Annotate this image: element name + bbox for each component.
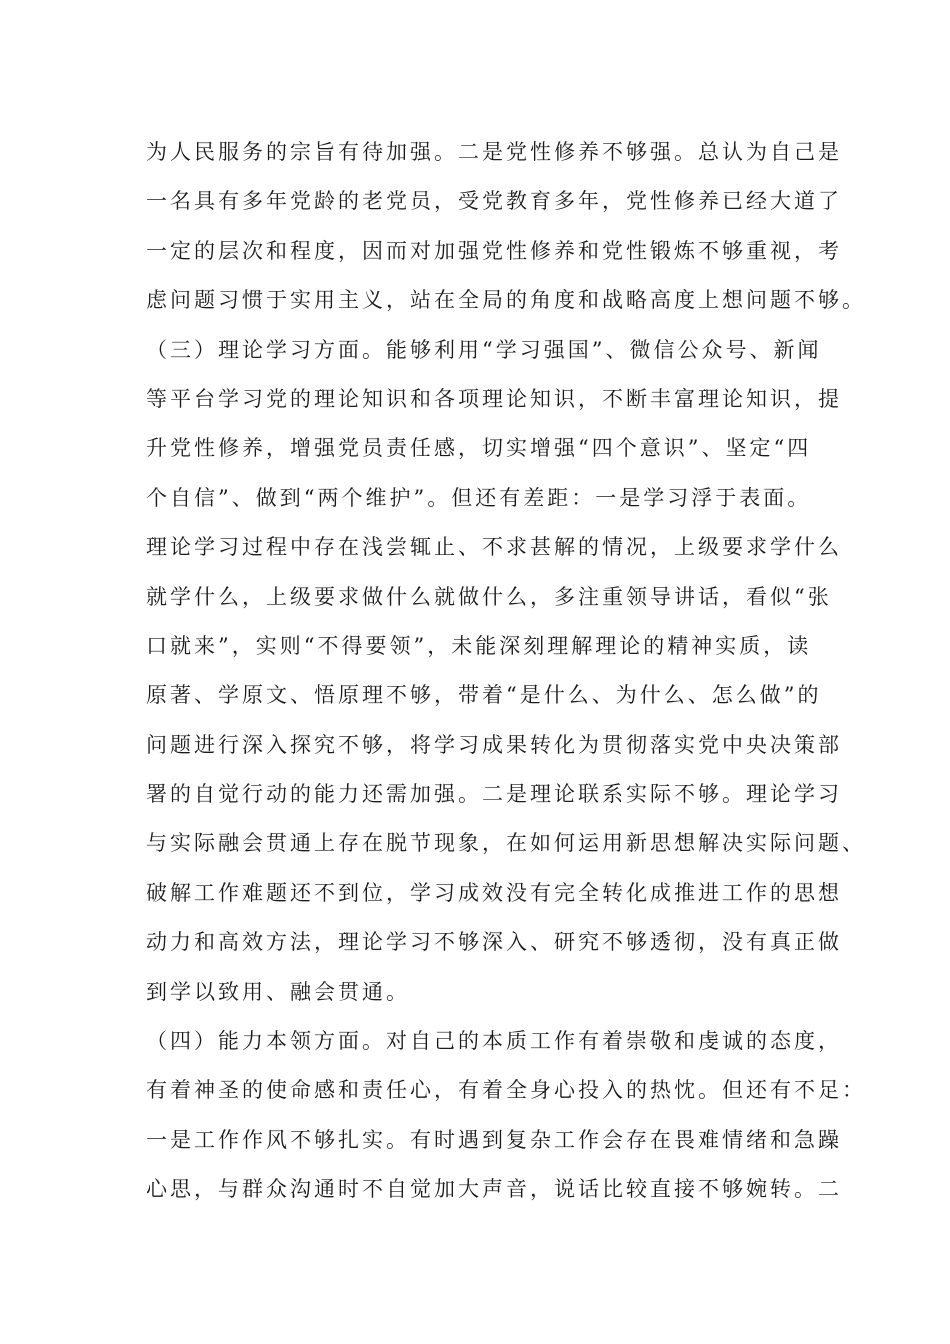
text-line: 一是工作作风不够扎实。有时遇到复杂工作会存在畏难情绪和急躁 — [146, 1127, 842, 1152]
document-body-text — [146, 128, 866, 1215]
text-line: 一名具有多年党龄的老党员，受党教育多年，党性修养已经大道了 — [146, 189, 842, 214]
text-line: 动力和高效方法，理论学习不够深入、研究不够透彻，没有真正做 — [146, 930, 842, 955]
text-line: 一定的层次和程度，因而对加强党性修养和党性锻炼不够重视，考 — [146, 238, 842, 263]
text-line: 个自信”、做到“两个维护”。但还有差距：一是学习浮于表面。 — [146, 485, 812, 510]
text-line: 署的自觉行动的能力还需加强。二是理论联系实际不够。理论学习 — [146, 782, 842, 807]
text-line: （三）理论学习方面。能够利用“学习强国”、微信公众号、新闻 — [146, 337, 822, 362]
text-line: （四）能力本领方面。对自己的本质工作有着崇敬和虔诚的态度， — [146, 1029, 842, 1054]
text-line: 为人民服务的宗旨有待加强。二是党性修养不够强。总认为自己是 — [146, 140, 842, 164]
text-line: 虑问题习惯于实用主义，站在全局的角度和战略高度上想问题不够。 — [146, 288, 866, 313]
text-line: 到学以致用、融会贯通。 — [146, 979, 410, 1004]
text-line: 与实际融会贯通上存在脱节现象，在如何运用新思想解决实际问题、 — [146, 831, 866, 856]
text-line: 等平台学习党的理论知识和各项理论知识，不断丰富理论知识，提 — [146, 386, 842, 411]
text-line: 心思，与群众沟通时不自觉加大声音，说话比较直接不够婉转。二 — [146, 1177, 842, 1202]
text-line: 有着神圣的使命感和责任心，有着全身心投入的热忱。但还有不足： — [146, 1078, 866, 1103]
text-line: 破解工作难题还不到位，学习成效没有完全转化成推进工作的思想 — [146, 880, 842, 905]
text-line: 就学什么，上级要求做什么就做什么，多注重领导讲话，看似“张 — [146, 584, 832, 609]
text-line: 问题进行深入探究不够，将学习成果转化为贯彻落实党中央决策部 — [146, 732, 842, 757]
text-line: 理论学习过程中存在浅尝辄止、不求甚解的情况，上级要求学什么 — [146, 535, 842, 560]
text-line: 原著、学原文、悟原理不够，带着“是什么、为什么、怎么做”的 — [146, 683, 822, 708]
text-line: 口就来”，实则“不得要领”，未能深刻理解理论的精神实质，读 — [146, 633, 812, 658]
text-line: 升党性修养，增强党员责任感，切实增强“四个意识”、坚定“四 — [146, 436, 812, 461]
